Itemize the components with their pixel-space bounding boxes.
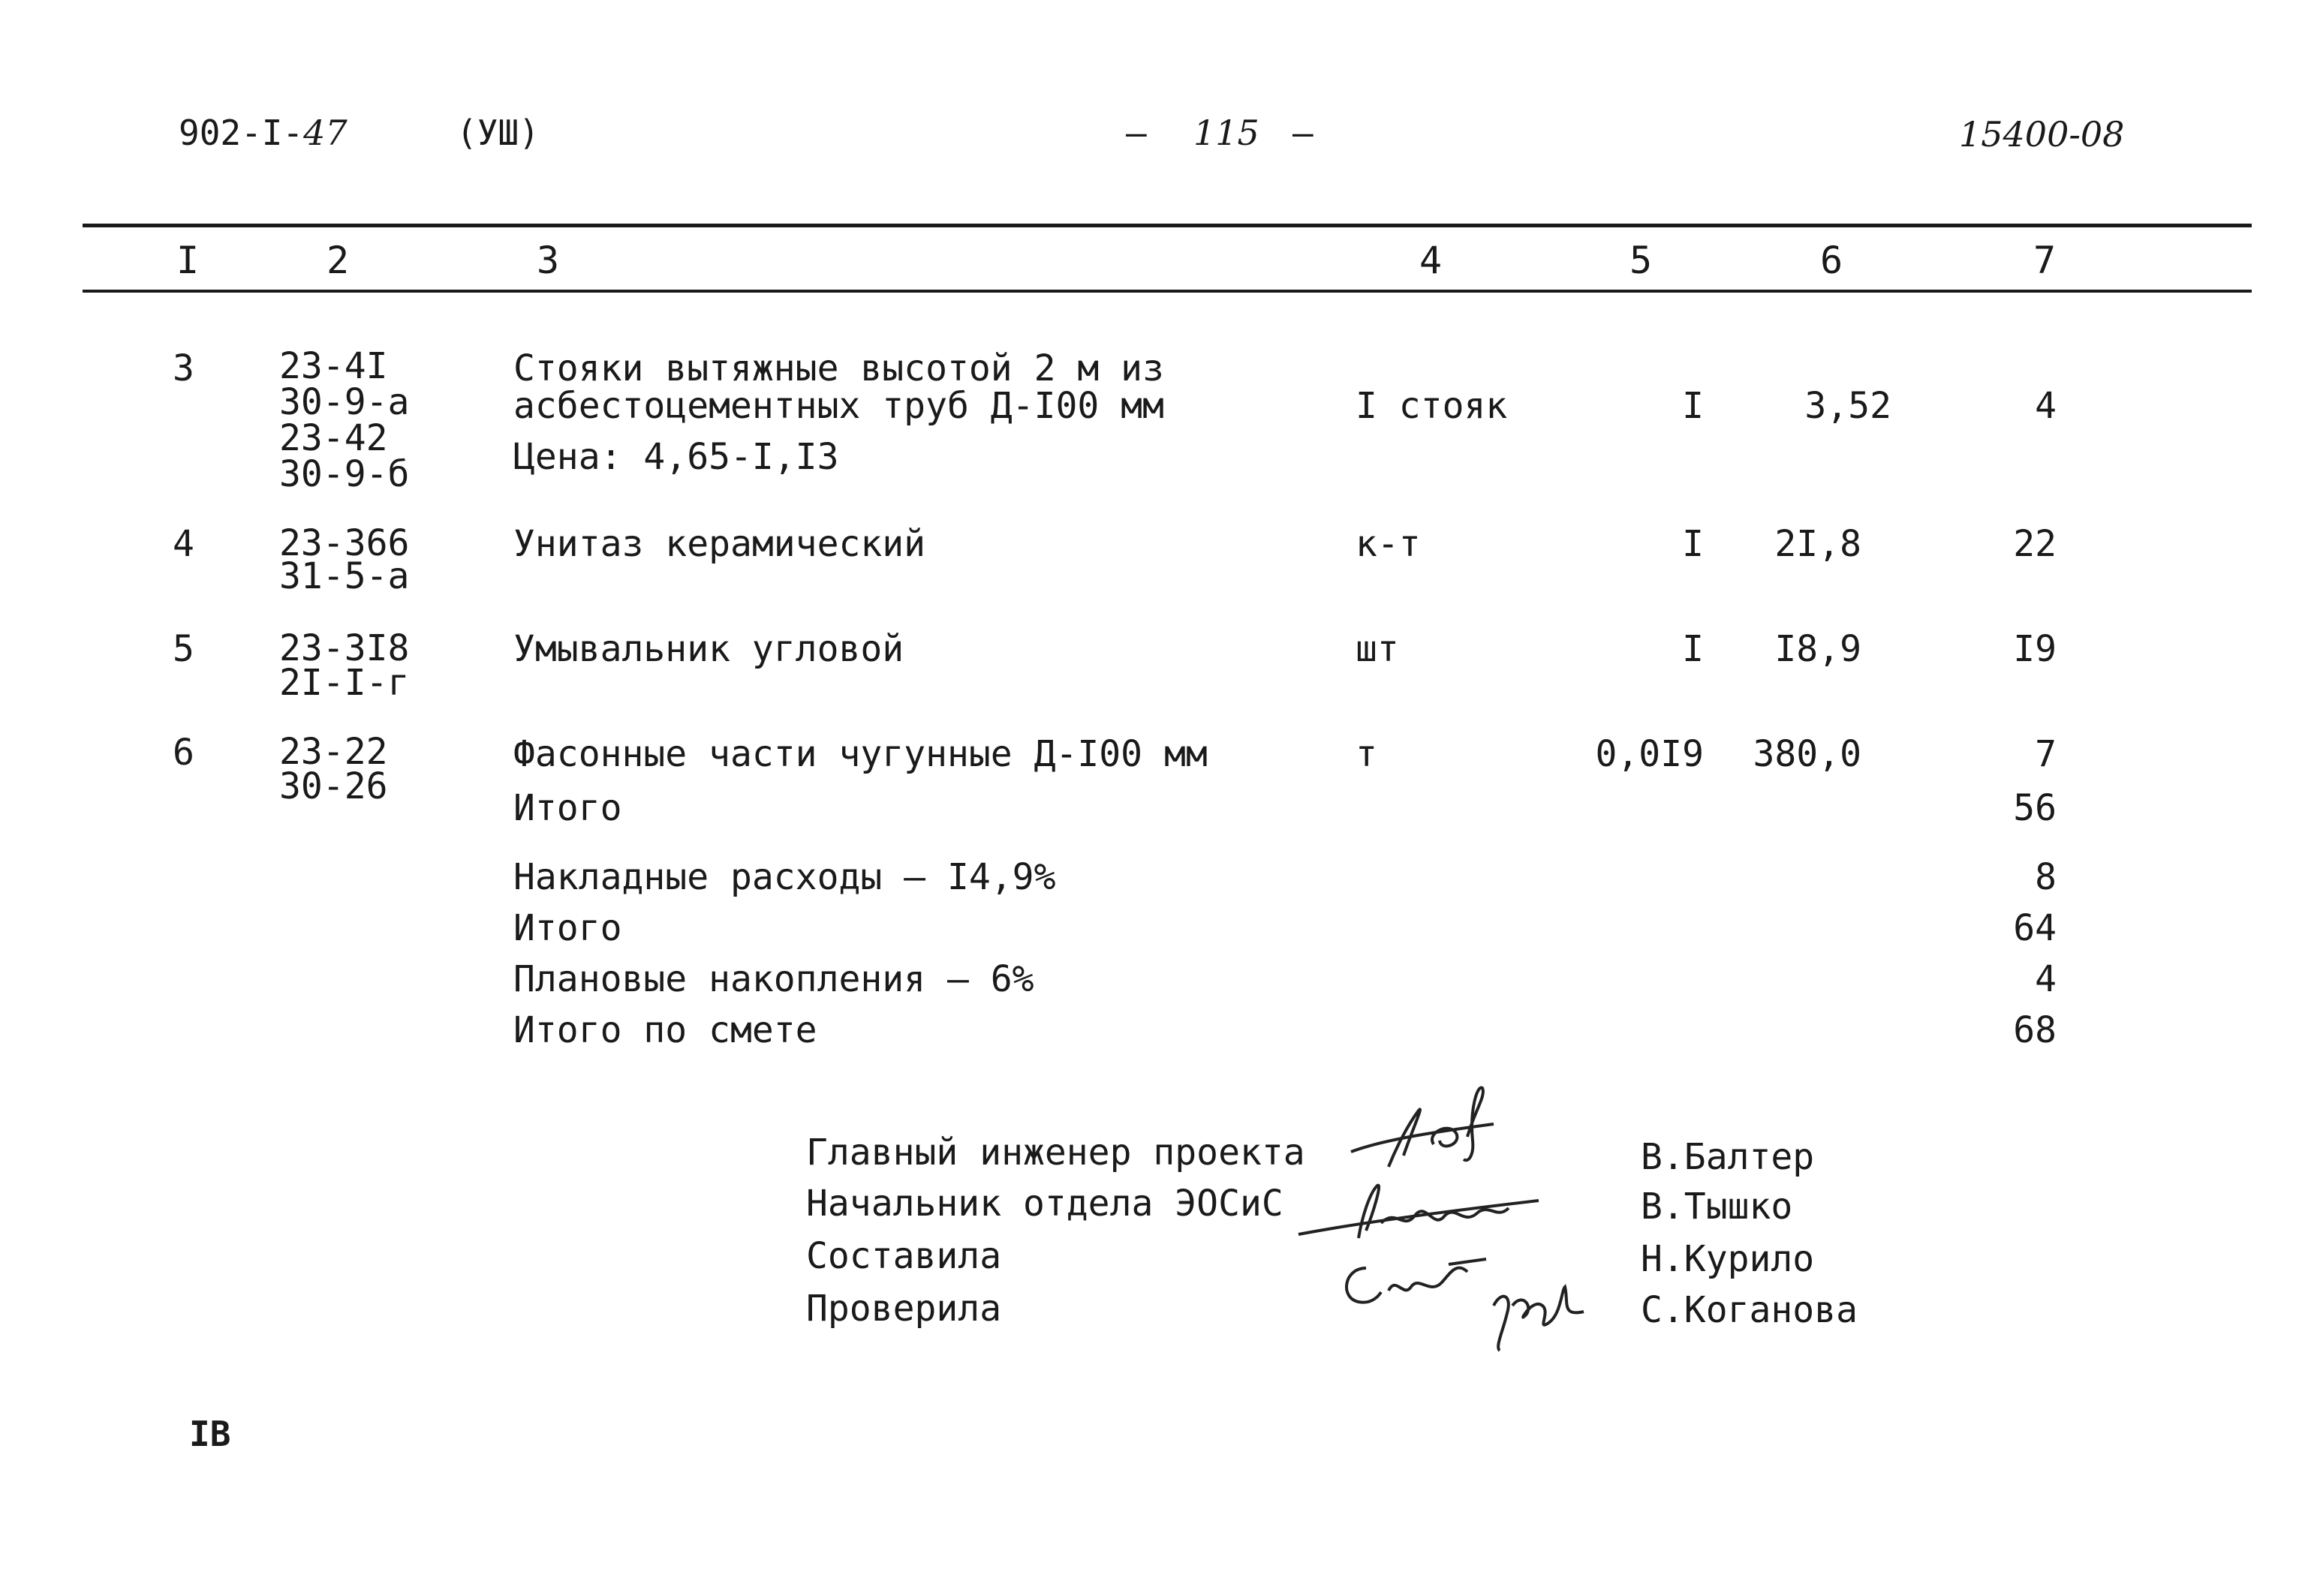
row-code: 30-26 (279, 765, 388, 807)
row-code: 31-5-а (279, 555, 410, 597)
row-code: 23-3I8 (279, 627, 410, 669)
handwritren-signature-department-head (1291, 1171, 1546, 1253)
row-unit-price: 3,52 (1804, 385, 1891, 427)
summary-value: 68 (2013, 1009, 2057, 1051)
row-quantity: I (1682, 523, 1704, 565)
document-code-handwritten: 47 (303, 113, 348, 153)
summary-label: Плановые накопления – 6% (513, 958, 1034, 1000)
row-code: 23-366 (279, 522, 410, 564)
row-number: 3 (173, 347, 194, 389)
row-description: Стояки вытяжные высотой 2 м из (513, 347, 1164, 389)
page-dash-left: – (1126, 113, 1147, 153)
row-code: 23-42 (279, 417, 388, 459)
row-description: асбестоцементных труб Д-I00 мм (513, 385, 1164, 427)
document-series: (УШ) (456, 113, 540, 153)
handwritten-signature-chief-engineer (1336, 1081, 1516, 1178)
row-code: 23-4I (279, 345, 388, 387)
row-unit-price: I8,9 (1774, 628, 1861, 670)
reference-number: 15400-08 (1959, 114, 2125, 155)
column-number-2: 2 (326, 239, 350, 282)
signature-name: Н.Курило (1641, 1238, 1815, 1280)
signature-name: В.Балтер (1641, 1136, 1815, 1178)
row-quantity: I (1682, 628, 1704, 670)
signature-role: Составила (806, 1235, 1002, 1277)
row-unit: шт (1356, 628, 1399, 670)
row-unit: к-т (1356, 523, 1421, 565)
summary-value: 8 (2035, 856, 2057, 898)
document-code (179, 113, 348, 153)
row-number: 6 (173, 732, 194, 774)
row-price-note: Цена: 4,65-I,I3 (513, 436, 839, 478)
row-quantity: 0,0I9 (1595, 733, 1704, 775)
column-number-6: 6 (1819, 239, 1843, 282)
page-number: 115 (1193, 113, 1259, 153)
row-total: 4 (2035, 385, 2057, 427)
column-number-3: 3 (536, 239, 560, 282)
column-number-4: 4 (1419, 239, 1443, 282)
column-number-1: I (176, 239, 200, 282)
row-code: 30-9-б (279, 453, 410, 495)
row-description: Унитаз керамический (513, 523, 926, 565)
signature-role: Начальник отдела ЭОСиС (806, 1183, 1283, 1225)
row-code: 23-22 (279, 731, 388, 773)
signature-name: В.Тышко (1641, 1186, 1793, 1228)
row-unit: I стояк (1356, 385, 1508, 427)
row-total: 7 (2035, 733, 2057, 775)
footer-mark: IВ (189, 1414, 231, 1454)
signature-role: Главный инженер проекта (806, 1132, 1305, 1174)
row-description: Умывальник угловой (513, 628, 904, 670)
table-top-rule (83, 224, 2252, 227)
summary-label: Итого (513, 907, 622, 949)
summary-value: 56 (2013, 787, 2057, 829)
row-total: 22 (2013, 523, 2057, 565)
column-number-5: 5 (1629, 239, 1653, 282)
handwritten-signature-compiled-and-checked (1336, 1246, 1606, 1358)
summary-value: 4 (2035, 958, 2057, 1000)
signature-name: С.Коганова (1641, 1289, 1858, 1331)
row-unit-price: 2I,8 (1774, 523, 1861, 565)
row-description: Фасонные части чугунные Д-I00 мм (513, 733, 1208, 775)
row-number: 4 (173, 523, 194, 565)
row-code: 2I-I-г (279, 662, 410, 704)
summary-value: 64 (2013, 907, 2057, 949)
summary-label: Итого (513, 787, 622, 829)
summary-label: Итого по смете (513, 1009, 817, 1051)
document-code-printed: 902-I- (179, 113, 304, 153)
page-dash-right: – (1292, 113, 1313, 153)
row-code: 30-9-а (279, 381, 410, 423)
signature-role: Проверила (806, 1288, 1002, 1330)
summary-label: Накладные расходы – I4,9% (513, 856, 1056, 898)
row-total: I9 (2013, 628, 2057, 670)
column-number-7: 7 (2033, 239, 2057, 282)
row-number: 5 (173, 628, 194, 670)
row-unit-price: 380,0 (1753, 733, 1861, 775)
table-header-rule (83, 290, 2252, 293)
row-unit: т (1356, 733, 1377, 775)
row-quantity: I (1682, 385, 1704, 427)
